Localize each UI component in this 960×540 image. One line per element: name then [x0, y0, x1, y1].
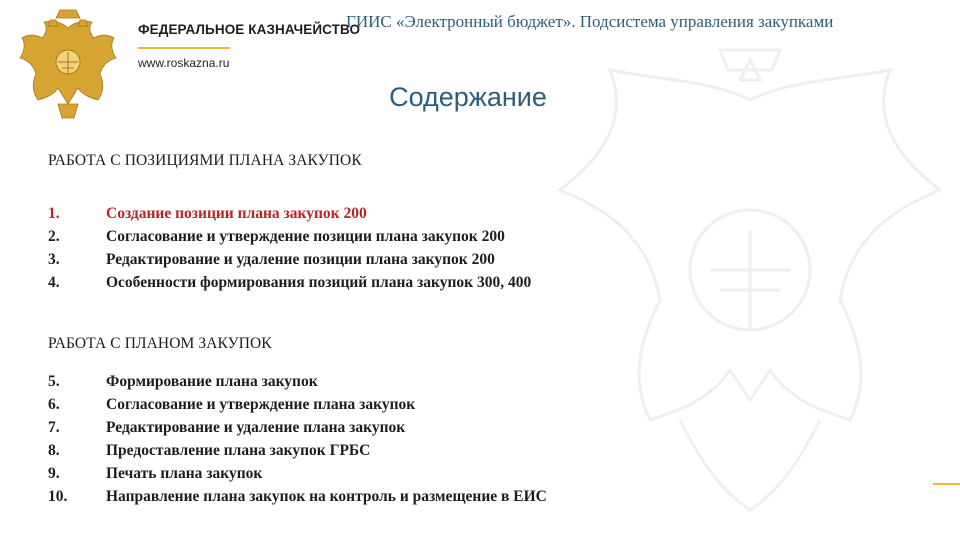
corner-divider [933, 483, 960, 485]
item-text: Согласование и утверждение позиции плана закупок 200 [106, 228, 505, 245]
list-item[interactable] [48, 202, 531, 225]
item-number: 2. [48, 228, 60, 245]
item-number: 7. [48, 419, 60, 436]
list-item[interactable] [48, 393, 547, 416]
list-item[interactable] [48, 225, 531, 248]
item-number: 6. [48, 396, 60, 413]
item-text: Создание позиции плана закупок 200 [106, 205, 367, 222]
list-item[interactable] [48, 439, 547, 462]
system-title: ГИИС «Электронный бюджет». Подсистема управления закупками [346, 12, 834, 31]
item-number: 10. [48, 488, 68, 505]
item-number: 1. [48, 205, 60, 222]
list-item[interactable] [48, 370, 547, 393]
item-number: 4. [48, 274, 60, 291]
list-item[interactable] [48, 271, 531, 294]
eagle-watermark-icon [540, 40, 960, 540]
item-text: Формирование плана закупок [106, 373, 318, 390]
item-number: 5. [48, 373, 60, 390]
item-text: Предоставление плана закупок ГРБС [106, 442, 371, 459]
item-number: 9. [48, 465, 60, 482]
list-item[interactable] [48, 248, 531, 271]
item-text: Особенности формирования позиций плана закупок 300, 400 [106, 274, 532, 291]
item-number: 3. [48, 251, 60, 268]
section-heading-plan: РАБОТА С ПЛАНОМ ЗАКУПОК [48, 335, 272, 352]
contents-list-positions [48, 202, 531, 294]
list-item[interactable] [48, 416, 547, 439]
list-item[interactable] [48, 485, 547, 508]
contents-list-plan [48, 370, 547, 508]
item-text: Направление плана закупок на контроль и размещение в ЕИС [106, 488, 547, 505]
item-text: Редактирование и удаление позиции плана закупок 200 [106, 251, 495, 268]
list-item[interactable] [48, 462, 547, 485]
item-text: Согласование и утверждение плана закупок [106, 396, 416, 413]
item-number: 8. [48, 442, 60, 459]
organization-url[interactable]: www.roskazna.ru [138, 56, 230, 70]
item-text: Печать плана закупок [106, 465, 263, 482]
page-title: Содержание [389, 82, 547, 112]
header-divider [138, 47, 230, 49]
section-heading-positions: РАБОТА С ПОЗИЦИЯМИ ПЛАНА ЗАКУПОК [48, 152, 362, 169]
organization-name: ФЕДЕРАЛЬНОЕ КАЗНАЧЕЙСТВО [138, 22, 361, 37]
item-text: Редактирование и удаление плана закупок [106, 419, 406, 436]
